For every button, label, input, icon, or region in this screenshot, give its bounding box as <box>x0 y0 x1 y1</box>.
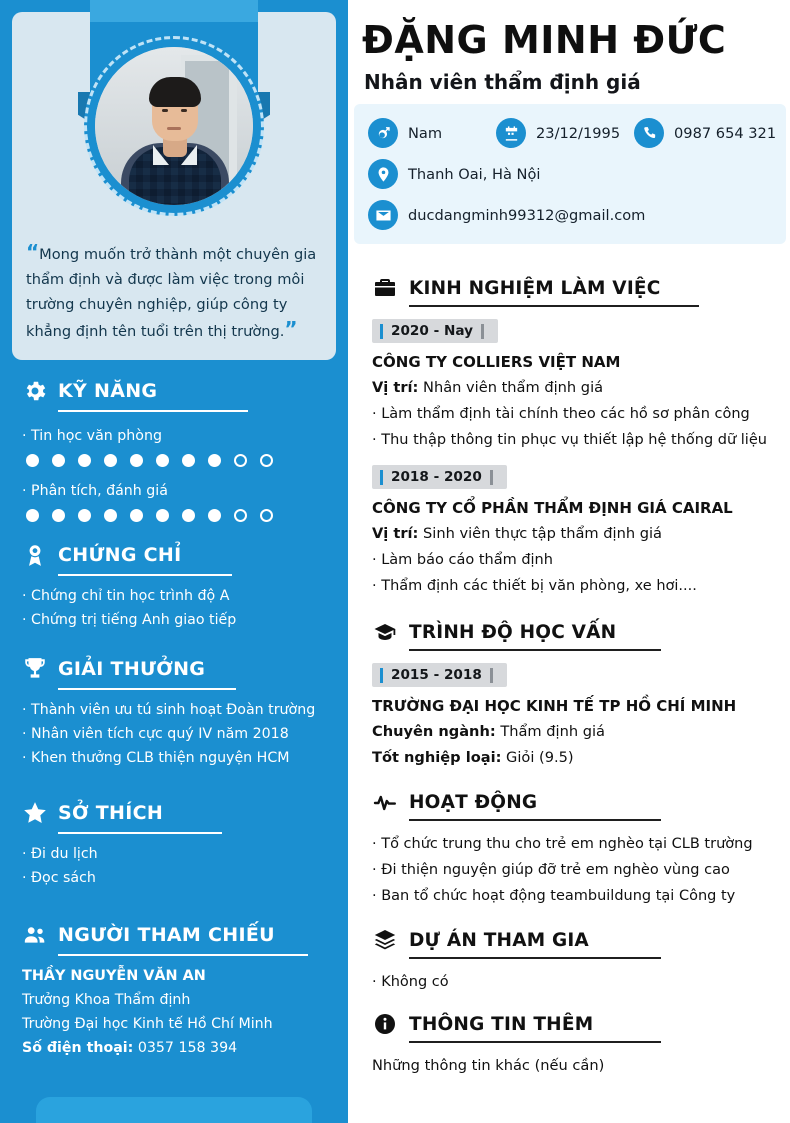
bullet: · Thu thập thông tin phục vụ thiết lập hệ thống dữ liệu <box>372 427 780 453</box>
section-title: KINH NGHIỆM LÀM VIỆC <box>409 277 661 299</box>
major <box>372 719 780 745</box>
mail-icon <box>368 200 398 230</box>
quote-text: Mong muốn trở thành một chuyên gia thẩm định và được làm việc trong môi trường chuyên nghiệp, giúp công ty khẳng định tên tuổi trên thị trường. <box>26 246 317 340</box>
section-certificates <box>22 542 328 632</box>
bullet: · Làm thẩm định tài chính theo các hồ sơ phân công <box>372 401 780 427</box>
contact-value: Thanh Oai, Hà Nội <box>408 165 541 183</box>
contact-card <box>354 104 786 244</box>
reference-line: Trường Đại học Kinh tế Hồ Chí Minh <box>22 1016 273 1032</box>
section-title: HOẠT ĐỘNG <box>409 791 538 813</box>
list-item: · Chứng chỉ tin học trình độ A <box>22 584 328 608</box>
contact-phone[interactable] <box>634 118 776 148</box>
people-icon <box>22 922 48 948</box>
section-projects <box>372 928 780 995</box>
pulse-icon <box>372 790 398 814</box>
contact-birthday[interactable] <box>496 118 620 148</box>
bullet: · Tổ chức trung thu cho trẻ em nghèo tại CLB trường <box>372 831 780 857</box>
section-extra-info <box>372 1012 780 1079</box>
skill-rating <box>26 454 328 467</box>
skill-label: · Phân tích, đánh giá <box>22 479 328 503</box>
career-objective <box>26 240 324 344</box>
info-icon <box>372 1012 398 1036</box>
left-sidebar <box>0 0 348 1123</box>
reference-name: THẦY NGUYỄN VĂN AN <box>22 968 206 984</box>
section-title: SỞ THÍCH <box>58 802 164 824</box>
bullet: · Đi thiện nguyện giúp đỡ trẻ em nghèo vùng cao <box>372 857 780 883</box>
major-value: Thẩm định giá <box>500 723 605 740</box>
contact-address[interactable] <box>368 159 540 189</box>
position-label: Vị trí: <box>372 525 419 542</box>
bottom-tab-decoration <box>36 1097 312 1123</box>
bullet: · Ban tổ chức hoạt động teambuildung tại Công ty <box>372 883 780 909</box>
list-item: · Chứng trị tiếng Anh giao tiếp <box>22 608 328 632</box>
section-title: NGƯỜI THAM CHIẾU <box>58 924 275 946</box>
contact-value: Nam <box>408 124 443 142</box>
reference-phone-value: 0357 158 394 <box>137 1040 238 1056</box>
star-icon <box>22 800 48 826</box>
contact-value: 0987 654 321 <box>674 124 777 142</box>
main-content <box>348 0 790 1123</box>
bullet: · Không có <box>372 969 780 995</box>
experience-entry <box>372 453 780 599</box>
section-experience <box>372 276 780 599</box>
list-item: · Đi du lịch <box>22 842 328 866</box>
avatar-photo <box>95 47 253 205</box>
experience-entry <box>372 307 780 453</box>
list-item: · Khen thưởng CLB thiện nguyện HCM <box>22 746 328 770</box>
reference-line: Trưởng Khoa Thẩm định <box>22 992 191 1008</box>
quote-open: “ <box>26 240 40 264</box>
major-label: Chuyên ngành: <box>372 723 496 740</box>
period-badge <box>372 465 507 489</box>
contact-value: ducdangminh99312@gmail.com <box>408 206 646 224</box>
section-skills <box>22 378 328 524</box>
position <box>372 375 780 401</box>
reference-phone <box>22 1036 328 1060</box>
job-role: Nhân viên thẩm định giá <box>364 70 641 94</box>
contact-value: 23/12/1995 <box>536 124 621 142</box>
bullet: · Làm báo cáo thẩm định <box>372 547 780 573</box>
position-value: Nhân viên thẩm định giá <box>423 379 604 396</box>
company-name: CÔNG TY COLLIERS VIỆT NAM <box>372 353 621 371</box>
period-text: 2018 - 2020 <box>391 469 482 485</box>
layers-icon <box>372 928 398 952</box>
medal-icon <box>22 542 48 568</box>
period-text: 2020 - Nay <box>391 323 473 339</box>
grade-value: Giỏi (9.5) <box>506 749 574 766</box>
page-title: ĐẶNG MINH ĐỨC <box>362 18 727 62</box>
company-name: CÔNG TY CỔ PHẦN THẨM ĐỊNH GIÁ CAIRAL <box>372 499 733 517</box>
contact-email[interactable] <box>368 200 645 230</box>
section-activities <box>372 790 780 909</box>
grade <box>372 745 780 771</box>
phone-icon <box>634 118 664 148</box>
gear-icon <box>22 378 48 404</box>
section-title: DỰ ÁN THAM GIA <box>409 929 589 951</box>
list-item: · Đọc sách <box>22 866 328 890</box>
section-reference <box>22 922 328 1060</box>
graduation-cap-icon <box>372 620 398 644</box>
period-badge <box>372 663 507 687</box>
section-title: KỸ NĂNG <box>58 380 158 402</box>
extra-text: Những thông tin khác (nếu cần) <box>372 1057 605 1074</box>
trophy-icon <box>22 656 48 682</box>
location-icon <box>368 159 398 189</box>
period-badge <box>372 319 498 343</box>
position-value: Sinh viên thực tập thẩm định giá <box>423 525 662 542</box>
bullet: · Thẩm định các thiết bị văn phòng, xe hơi.... <box>372 573 780 599</box>
period-text: 2015 - 2018 <box>391 667 482 683</box>
skill-rating <box>26 509 328 522</box>
section-title: CHỨNG CHỈ <box>58 544 182 566</box>
grade-label: Tốt nghiệp loại: <box>372 749 502 766</box>
section-title: TRÌNH ĐỘ HỌC VẤN <box>409 621 617 643</box>
section-awards <box>22 656 328 770</box>
position-label: Vị trí: <box>372 379 419 396</box>
school-name: TRƯỜNG ĐẠI HỌC KINH TẾ TP HỒ CHÍ MINH <box>372 697 737 715</box>
contact-gender[interactable] <box>368 118 442 148</box>
list-item: · Nhân viên tích cực quý IV năm 2018 <box>22 722 328 746</box>
gender-icon <box>368 118 398 148</box>
section-education <box>372 620 780 771</box>
position <box>372 521 780 547</box>
reference-phone-label: Số điện thoại: <box>22 1040 134 1056</box>
avatar <box>84 36 264 216</box>
section-hobbies <box>22 800 328 890</box>
briefcase-icon <box>372 276 398 300</box>
list-item: · Thành viên ưu tú sinh hoạt Đoàn trường <box>22 698 328 722</box>
skill-label: · Tin học văn phòng <box>22 424 328 448</box>
quote-close: ” <box>284 317 298 341</box>
section-title: GIẢI THƯỞNG <box>58 658 206 680</box>
section-title: THÔNG TIN THÊM <box>409 1013 594 1035</box>
calendar-icon <box>496 118 526 148</box>
